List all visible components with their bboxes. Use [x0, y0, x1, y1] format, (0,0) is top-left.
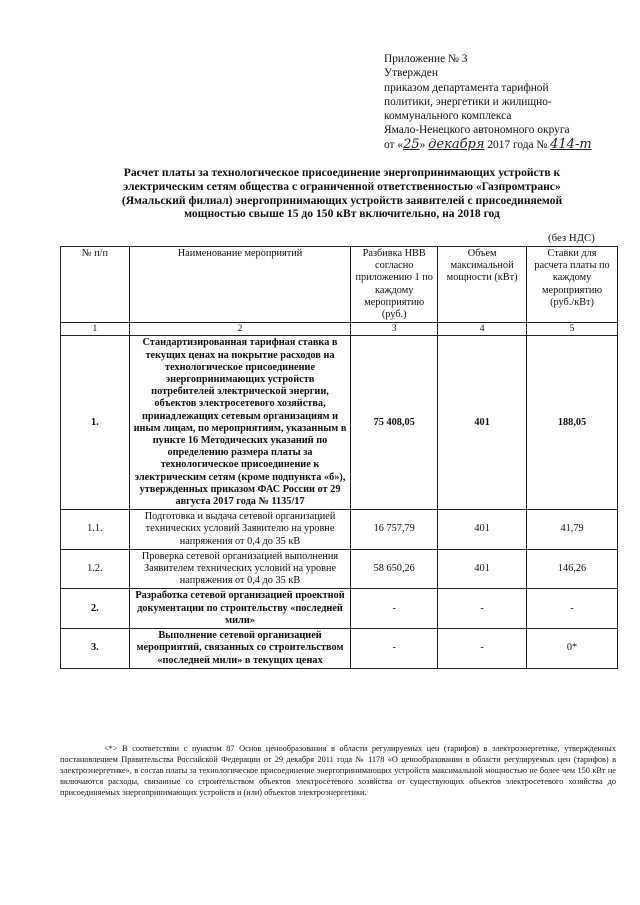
table-header-row: [61, 247, 618, 323]
row-power: 401: [438, 336, 527, 510]
row-name: Подготовка и выдача сетевой организацией технических условий Заявителю на уровне напряжения от 0,4 до 35 кВ: [129, 510, 350, 550]
handwritten-order-number: 414-т: [550, 136, 592, 152]
row-rate: -: [527, 589, 618, 629]
row-nvv: -: [351, 629, 438, 669]
row-power: 401: [438, 549, 527, 589]
approved-label: Утвержден: [384, 67, 438, 80]
row-rate: 188,05: [527, 336, 618, 510]
row-power: -: [438, 629, 527, 669]
row-rate: 0*: [527, 629, 618, 669]
header-num: № п/п: [61, 247, 130, 323]
approval-date-line: от «25» декабря 2017 года № 414-т: [384, 136, 592, 152]
document-title: Расчет платы за технологическое присоединение энергопринимающих устройств к электрическим сетям общества с ограниченной ответственностью «Газпромтранс» (Ямальский филиал) энергопринимающих устройств заявителей с присоединяемой мощностью свыше 15 до 150 кВт включительно, на 2018 год: [121, 166, 563, 221]
approval-block: [384, 52, 624, 152]
row-num: 1.2.: [61, 549, 130, 589]
row-nvv: -: [351, 589, 438, 629]
handwritten-day: 25: [403, 136, 420, 152]
row-name: Проверка сетевой организацией выполнения Заявителем технических условий на уровне напряжения от 0,4 до 35 кВ: [129, 549, 350, 589]
approval-line: приказом департамента тарифной: [384, 81, 549, 94]
table-row: [61, 336, 618, 510]
row-power: 401: [438, 510, 527, 550]
row-rate: 41,79: [527, 510, 618, 550]
table-row: [61, 510, 618, 550]
header-nvv: Разбивка НВВ согласно приложению 1 по каждому мероприятию (руб.): [351, 247, 438, 323]
appendix-number: Приложение № 3: [384, 53, 468, 65]
row-name: Разработка сетевой организацией проектной документации по строительству «последней мили»: [129, 589, 350, 629]
row-name: Выполнение сетевой организацией мероприятий, связанных со строительством «последней мили» в текущих ценах: [129, 629, 350, 669]
handwritten-month: декабря: [428, 136, 485, 152]
row-num: 1.: [61, 336, 130, 510]
header-name: Наименование мероприятий: [129, 247, 350, 323]
header-rate: Ставки для расчета платы по каждому мероприятию (руб./кВт): [527, 247, 618, 323]
table-row: [61, 549, 618, 589]
fee-calculation-table: [60, 246, 618, 669]
header-power: Объем максимальной мощности (кВт): [438, 247, 527, 323]
footnote-text: <*> В соответствии с пунктом 87 Основ ценообразования в области регулируемых цен (тарифов) в электроэнергетике, утвержденных постановлением Правительства Российской Федерации от 29 декабря 2011 года № 1178 «О ценообразовании в области регулируемых цен (тарифов) в электроэнергетике», в состав платы за технологическое присоединение энергопринимающих устройств максимальной мощностью не более чем 150 кВт не включаются расходы, связанные со строительством объектов электросетевого хозяйства от существующих объектов электросетевого хозяйства до присоединяемых энергопринимающих устройств и (или) объектов электроэнергетики.: [60, 744, 616, 797]
vat-note: (без НДС): [548, 232, 595, 244]
row-rate: 146,26: [527, 549, 618, 589]
row-name: Стандартизированная тарифная ставка в текущих ценах на покрытие расходов на технологическое присоединение энергопринимающих устройств потребителей электрической энергии, объектов электросетевого хозяйства, принадлежащих сетевым организациям и иным лицам, по мероприятиям, указанным в пункте 16 Методических указаний по определению размера платы за технологическое присоединение к электрическим сетям (кроме подпункта «б»), утвержденных приказом ФАС России от 29 августа 2017 года № 1135/17: [129, 336, 350, 510]
approval-line: Ямало-Ненецкого автономного округа: [384, 124, 570, 137]
row-nvv: 58 650,26: [351, 549, 438, 589]
approval-line: коммунального комплекса: [384, 110, 512, 123]
row-num: 3.: [61, 629, 130, 669]
approval-line: политики, энергетики и жилищно-: [384, 95, 552, 108]
row-num: 1.1.: [61, 510, 130, 550]
table-row: [61, 589, 618, 629]
row-nvv: 16 757,79: [351, 510, 438, 550]
row-power: -: [438, 589, 527, 629]
row-nvv: 75 408,05: [351, 336, 438, 510]
column-number-row: 1 2 3 4 5: [61, 323, 618, 336]
row-num: 2.: [61, 589, 130, 629]
table-row: [61, 629, 618, 669]
footnote: [60, 743, 616, 798]
